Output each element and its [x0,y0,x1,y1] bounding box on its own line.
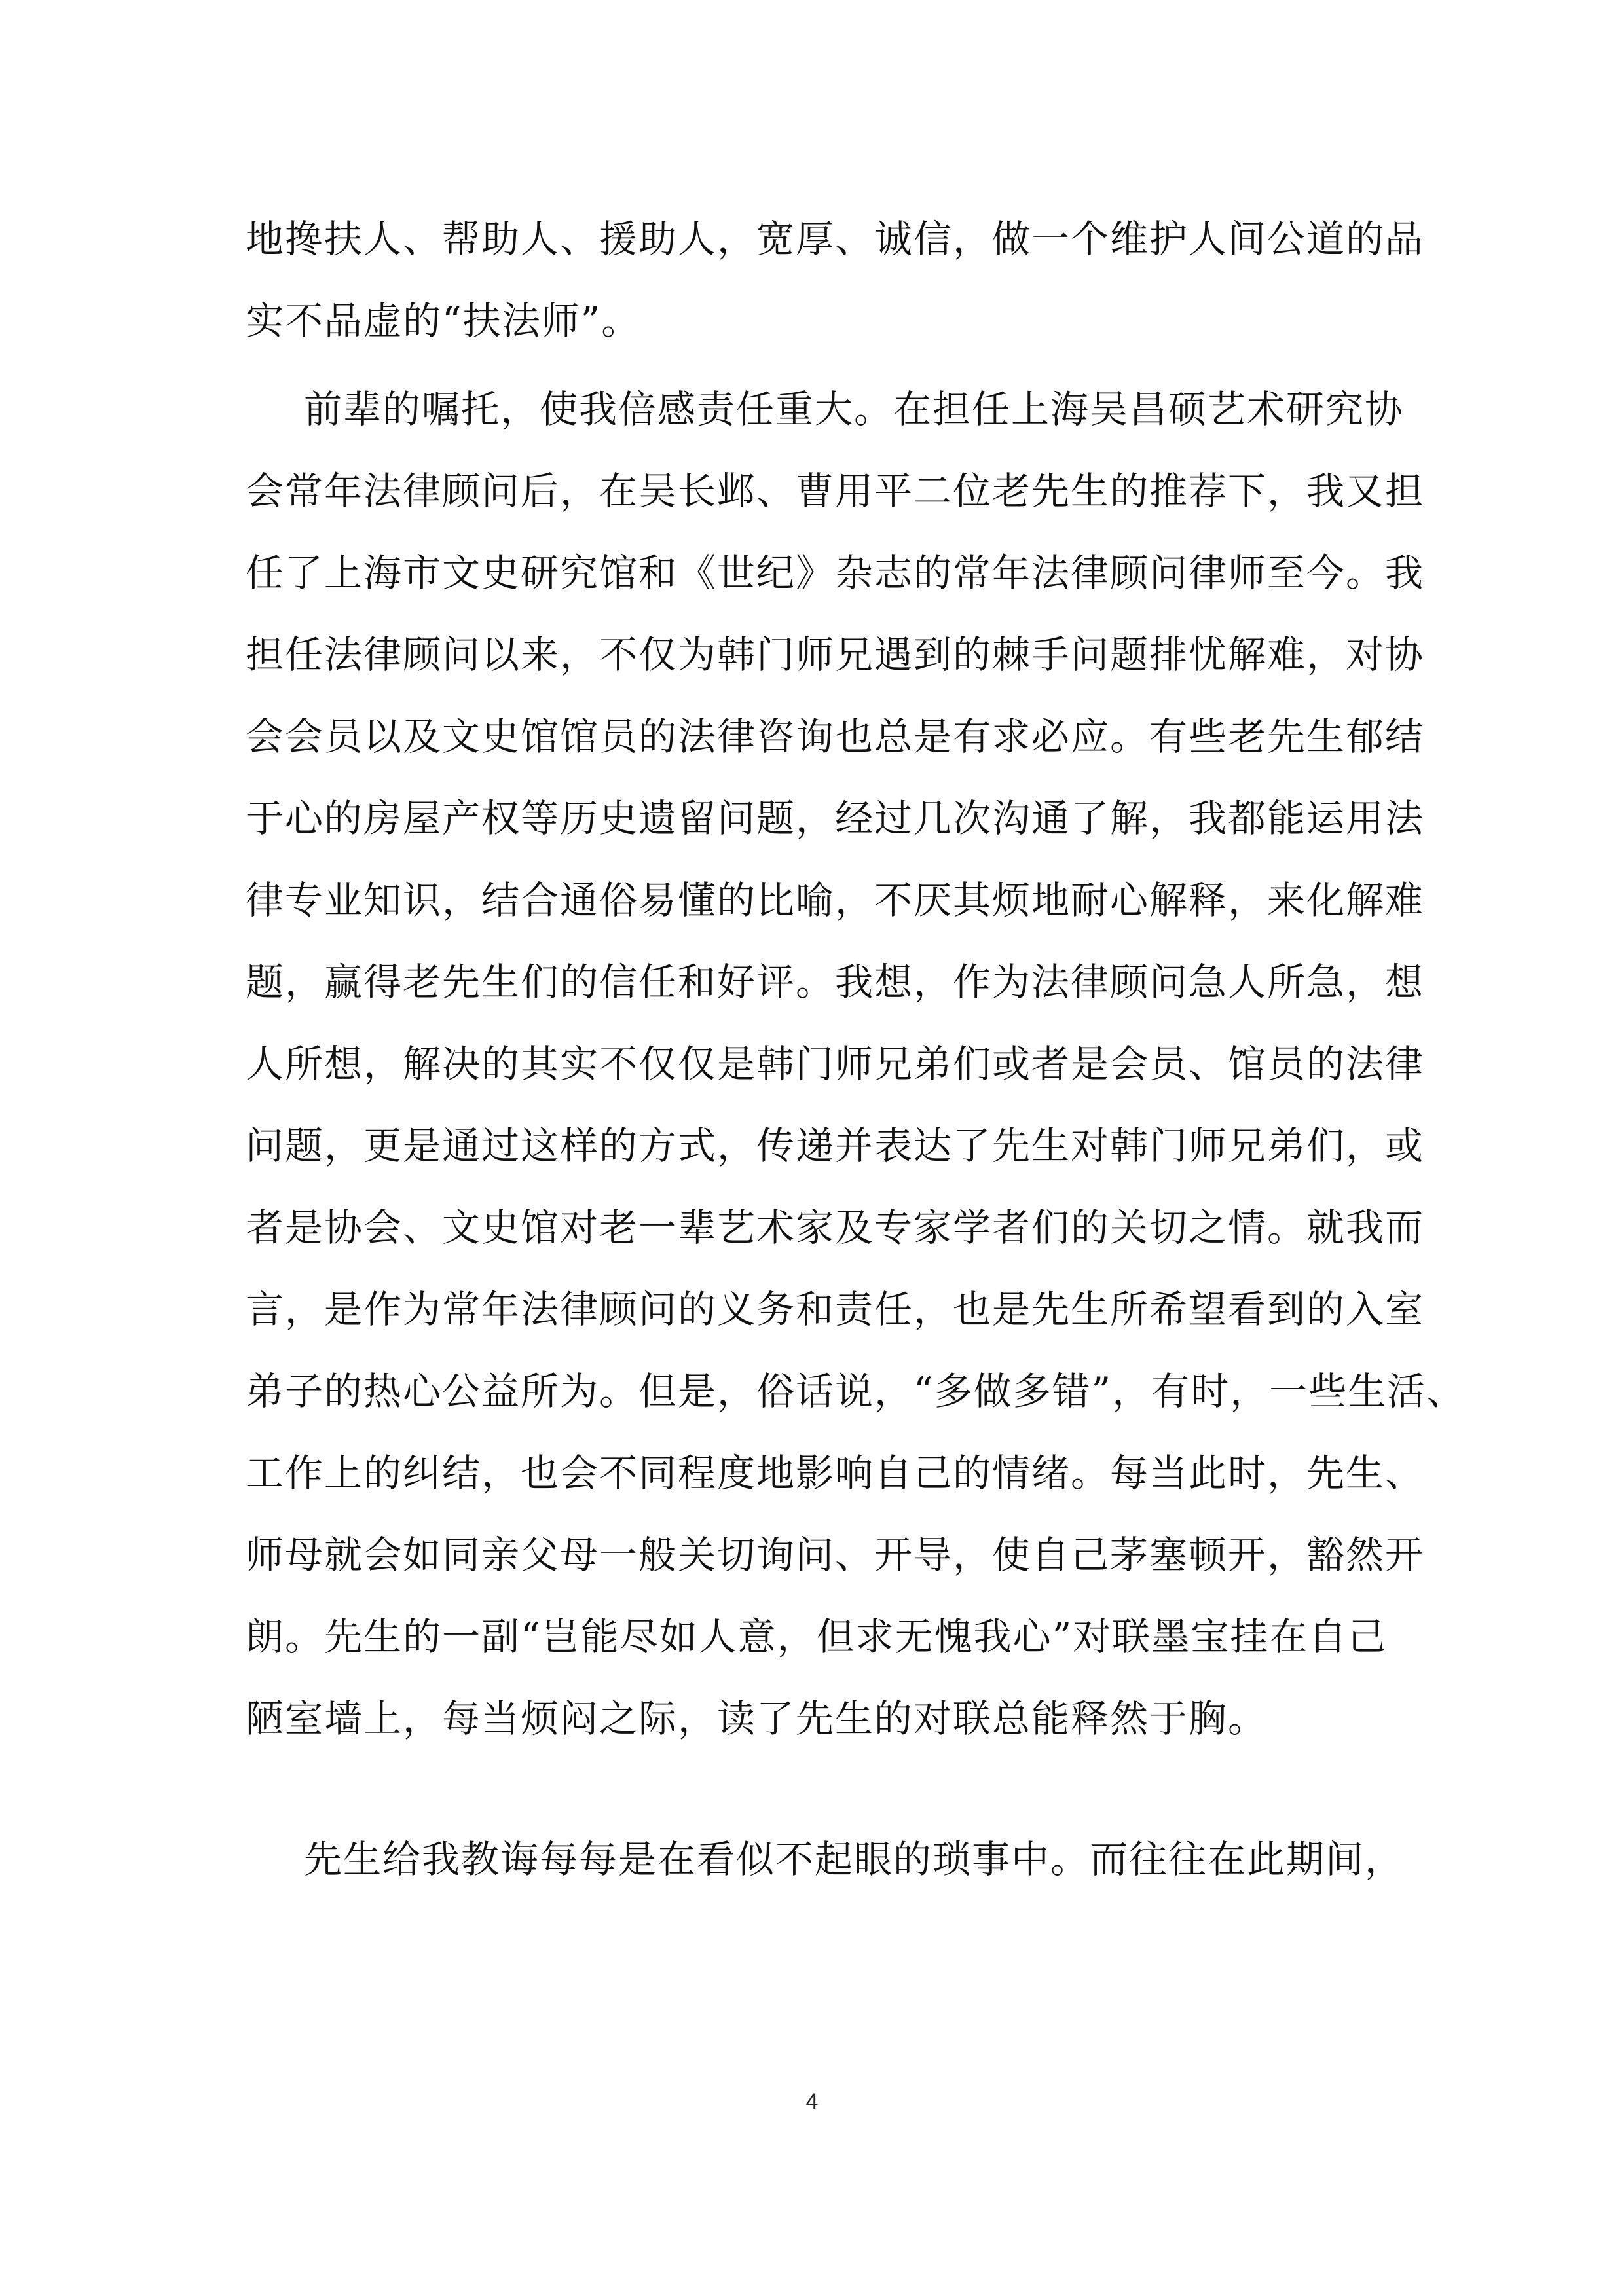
text-line: 于心的房屋产权等历史遗留问题，经过几次沟通了解，我都能运用法 [246,796,1425,841]
text-line: 工作上的纠结，也会不同程度地影响自己的情绪。每当此时，先生、 [246,1451,1425,1495]
paragraph-first-line: 前辈的嘱托，使我倍感责任重大。在担任上海吴昌硕艺术研究协 [304,387,1405,431]
text-line: 地搀扶人、帮助人、援助人，宽厚、诚信，做一个维护人间公道的品 [246,217,1425,261]
text-line: 担任法律顾问以来，不仅为韩门师兄遇到的棘手问题排忧解难，对协 [246,632,1425,677]
text-line: 律专业知识，结合通俗易懂的比喻，不厌其烦地耐心解释，来化解难 [246,878,1425,922]
page-number: 4 [805,2089,819,2114]
text-line: 会常年法律顾问后，在吴长邺、曹用平二位老先生的推荐下，我又担 [246,469,1425,513]
text-line: 实不品虚的“扶法师”。 [246,299,641,343]
text-line: 陋室墙上，每当烦闷之际，读了先生的对联总能释然于胸。 [246,1696,1268,1741]
text-line: 师母就会如同亲父母一般关切询问、开导，使自己茅塞顿开，豁然开 [246,1533,1425,1577]
paragraph-first-line: 先生给我教诲每每是在看似不起眼的琐事中。而往往在此期间， [304,1837,1405,1882]
text-line: 题，赢得老先生们的信任和好评。我想，作为法律顾问急人所急，想 [246,960,1425,1004]
text-line: 问题，更是通过这样的方式，传递并表达了先生对韩门师兄弟们，或 [246,1123,1425,1168]
text-line: 者是协会、文史馆对老一辈艺术家及专家学者们的关切之情。就我而 [246,1205,1425,1250]
text-line: 弟子的热心公益所为。但是，俗话说，“多做多错”，有时，一些生活、 [246,1369,1466,1413]
text-line: 人所想，解决的其实不仅仅是韩门师兄弟们或者是会员、馆员的法律 [246,1042,1425,1086]
text-line: 言，是作为常年法律顾问的义务和责任，也是先生所希望看到的入室 [246,1287,1425,1332]
text-line: 会会员以及文史馆馆员的法律咨询也总是有求必应。有些老先生郁结 [246,714,1425,759]
text-line: 任了上海市文史研究馆和《世纪》杂志的常年法律顾问律师至今。我 [246,551,1425,595]
text-line: 朗。先生的一副“岂能尽如人意，但求无愧我心”对联墨宝挂在自己 [246,1614,1388,1659]
